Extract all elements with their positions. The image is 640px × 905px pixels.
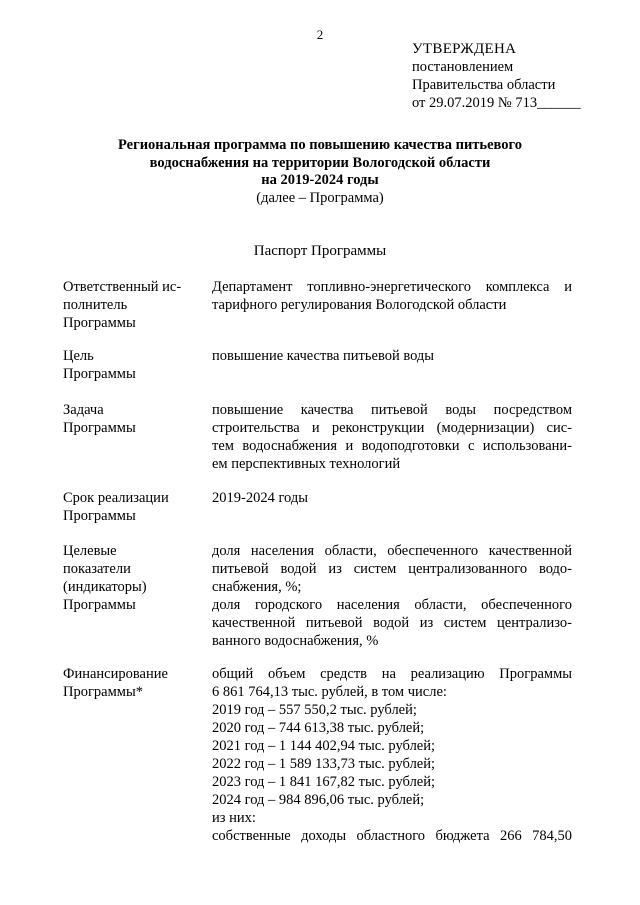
value-line: ем перспективных технологий [212,456,401,472]
label-line: Задача [63,402,104,418]
label-line: Целевые [63,543,117,559]
row-label-financing [63,665,203,701]
value-line: качественной питьевой водой из систем централизо- [212,615,572,631]
value-line: 2021 год – 1 144 402,94 тыс. рублей; [212,738,436,754]
row-label-responsible [63,278,203,332]
label-line: Программы [63,315,136,331]
row-label-task [63,401,203,437]
label-line: (индикаторы) [63,579,147,595]
row-value-indicators [212,542,572,650]
label-line: Ответственный ис- [63,279,182,295]
page-number: 2 [316,27,324,42]
label-line: Программы [63,597,136,613]
label-line: Финансирование [63,666,168,682]
label-line: Цель [63,348,94,364]
value-line: питьевой водой из систем централизованного водо- [212,561,572,577]
value-line: доля населения области, обеспеченного качественной [212,543,572,559]
row-value-goal [212,347,572,365]
label-line: Программы [63,420,136,436]
label-line: Программы [63,508,136,524]
program-title-line: Региональная программа по повышению качества питьевого [118,137,522,153]
value-line: 2019 год – 557 550,2 тыс. рублей; [212,702,417,718]
label-line: Программы* [63,684,143,700]
value-line: тем водоснабжения и водоподготовки с использовани- [212,438,572,454]
label-line: Срок реализации [63,490,169,506]
value-line: из них: [212,810,256,826]
approval-line: от 29.07.2019 № 713______ [412,95,581,111]
value-line: повышение качества питьевой воды [212,348,435,364]
value-line: снабжения, %; [212,579,302,595]
row-value-responsible [212,278,572,314]
value-line: 2022 год – 1 589 133,73 тыс. рублей; [212,756,436,772]
value-line: ванного водоснабжения, % [212,633,379,649]
label-line: Программы [63,366,136,382]
program-title-note: (далее – Программа) [256,189,384,206]
value-line: 2019-2024 годы [212,490,308,506]
approval-title: УТВЕРЖДЕНА [412,41,517,57]
value-line: доля городского населения области, обеспеченного [212,597,572,613]
row-label-period [63,489,203,525]
value-line: строительства и реконструкции (модернизации) сис- [212,420,572,436]
row-label-goal [63,347,203,383]
passport-title: Паспорт Программы [253,243,387,259]
approval-line: постановлением [412,59,514,75]
program-title-line: водоснабжения на территории Вологодской области [149,154,491,171]
approval-stamp [412,40,632,112]
value-line: повышение качества питьевой воды посредством [212,402,572,418]
label-line: показатели [63,561,131,577]
value-line: общий объем средств на реализацию Программы [212,666,572,682]
approval-line: Правительства области [412,77,556,93]
label-line: полнитель [63,297,128,313]
value-line: тарифного регулирования Вологодской области [212,297,507,313]
value-line: 2023 год – 1 841 167,82 тыс. рублей; [212,774,436,790]
value-line: 6 861 764,13 тыс. рублей, в том числе: [212,684,447,700]
row-value-period [212,489,572,507]
value-line: 2024 год – 984 896,06 тыс. рублей; [212,792,425,808]
value-line: собственные доходы областного бюджета 266 784,50 [212,828,572,844]
value-line: 2020 год – 744 613,38 тыс. рублей; [212,720,425,736]
program-title [0,137,640,207]
value-line: Департамент топливно-энергетического комплекса и [212,279,572,295]
row-value-task [212,401,572,473]
row-label-indicators [63,542,203,614]
program-title-line: на 2019-2024 годы [261,172,379,188]
row-value-financing [212,665,572,845]
